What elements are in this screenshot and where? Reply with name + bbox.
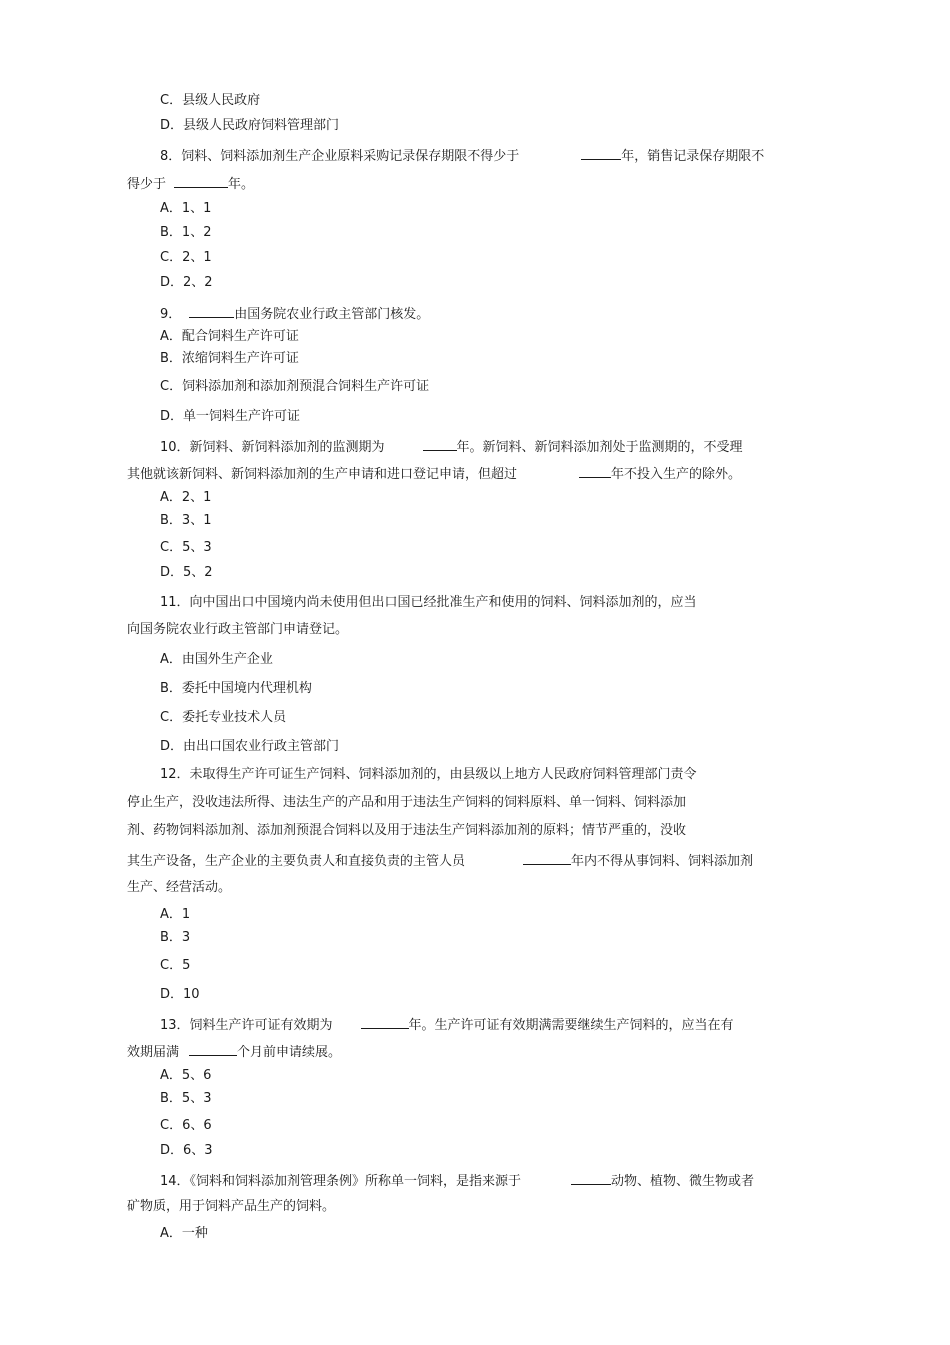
q11-option-b: B．委托中国境内代理机构	[160, 681, 312, 696]
q9-option-d: D．单一饲料生产许可证	[160, 409, 301, 424]
q8-option-d: D．2、2	[160, 275, 213, 290]
q13-option-d: D．6、3	[160, 1143, 213, 1158]
q13-option-a: A．5、6	[160, 1068, 212, 1083]
answer-blank	[174, 175, 228, 188]
q12-option-b: B．3	[160, 930, 191, 945]
q12-stem-line1: 12．未取得生产许可证生产饲料、饲料添加剂的，由县级以上地方人民政府饲料管理部门责令	[160, 767, 697, 782]
q8-stem-line1: 8．饲料、饲料添加剂生产企业原料采购记录保存期限不得少于 年，销售记录保存期限不	[160, 149, 765, 164]
q10-option-d: D．5、2	[160, 565, 213, 580]
q11-stem-line2: 向国务院农业行政主管部门申请登记。	[127, 622, 349, 637]
answer-blank	[423, 438, 457, 451]
q8-stem-line2: 得少于 年。	[127, 177, 255, 192]
q8-option-a: A．1、1	[160, 201, 212, 216]
q14-stem-line2: 矿物质，用于饲料产品生产的饲料。	[127, 1199, 336, 1214]
q10-option-a: A．2、1	[160, 490, 212, 505]
q9-stem: 9． 由国务院农业行政主管部门核发。	[160, 307, 430, 322]
q12-stem-line5: 生产、经营活动。	[127, 880, 232, 895]
q8-option-c: C．2、1	[160, 250, 212, 265]
q12-option-c: C．5	[160, 958, 191, 973]
q13-option-c: C．6、6	[160, 1118, 212, 1133]
q14-option-a: A．一种	[160, 1226, 208, 1241]
q10-stem-line1: 10．新饲料、新饲料添加剂的监测期为 年。新饲料、新饲料添加剂处于监测期的，不受理	[160, 440, 743, 455]
q10-option-b: B．3、1	[160, 513, 212, 528]
q9-option-c: C．饲料添加剂和添加剂预混合饲料生产许可证	[160, 379, 430, 394]
answer-blank	[523, 852, 571, 865]
q7-option-c: C．县级人民政府	[160, 93, 261, 108]
q12-stem-line2: 停止生产，没收违法所得、违法生产的产品和用于违法生产饲料的饲料原料、单一饲料、饲料添加	[127, 795, 687, 810]
q14-stem-line1: 14．《饲料和饲料添加剂管理条例》所称单一饲料，是指来源于 动物、植物、微生物或者	[160, 1174, 755, 1189]
q8-option-b: B．1、2	[160, 225, 212, 240]
q12-option-d: D．10	[160, 987, 200, 1002]
q10-option-c: C．5、3	[160, 540, 212, 555]
answer-blank	[361, 1016, 409, 1029]
answer-blank	[581, 147, 621, 160]
q9-option-a: A．配合饲料生产许可证	[160, 329, 299, 344]
q11-option-d: D．由出口国农业行政主管部门	[160, 739, 340, 754]
q9-option-b: B．浓缩饲料生产许可证	[160, 351, 299, 366]
answer-blank	[579, 465, 611, 478]
q13-stem-line1: 13．饲料生产许可证有效期为 年。生产许可证有效期满需要继续生产饲料的，应当在有	[160, 1018, 734, 1033]
answer-blank	[189, 305, 234, 318]
q10-stem-line2: 其他就该新饲料、新饲料添加剂的生产申请和进口登记申请，但超过 年不投入生产的除外。	[127, 467, 742, 482]
q12-stem-line3: 剂、药物饲料添加剂、添加剂预混合饲料以及用于违法生产饲料添加剂的原料；情节严重的，没收	[127, 823, 687, 838]
q12-stem-line4: 其生产设备，生产企业的主要负责人和直接负责的主管人员 年内不得从事饲料、饲料添加剂	[127, 854, 754, 869]
q7-option-d: D．县级人民政府饲料管理部门	[160, 118, 340, 133]
q13-option-b: B．5、3	[160, 1091, 212, 1106]
q13-stem-line2: 效期届满 个月前申请续展。	[127, 1045, 342, 1060]
q12-option-a: A．1	[160, 907, 191, 922]
q11-option-a: A．由国外生产企业	[160, 652, 273, 667]
q11-stem-line1: 11．向中国出口中国境内尚未使用但出口国已经批准生产和使用的饲料、饲料添加剂的，应当	[160, 595, 697, 610]
answer-blank	[189, 1043, 237, 1056]
q11-option-c: C．委托专业技术人员	[160, 710, 287, 725]
answer-blank	[571, 1172, 611, 1185]
